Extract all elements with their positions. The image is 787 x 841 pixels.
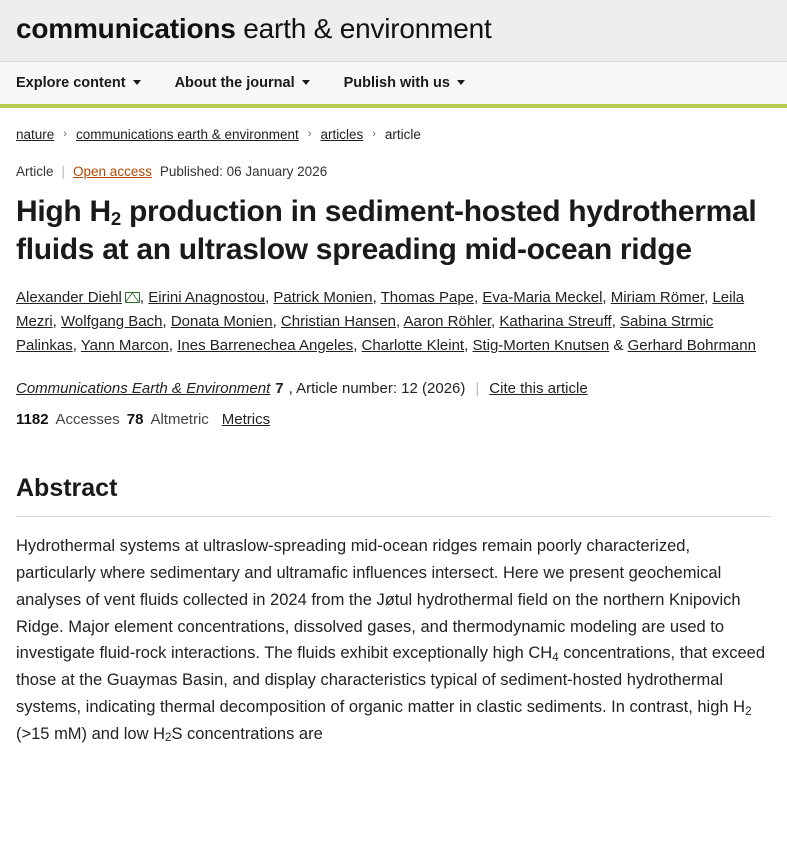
chevron-down-icon <box>457 80 465 85</box>
breadcrumb-separator-icon: › <box>372 128 376 141</box>
breadcrumb-separator-icon: › <box>63 128 67 141</box>
article-meta-line <box>16 164 771 179</box>
published-date: Published: 06 January 2026 <box>159 163 328 179</box>
abstract-subscript-2: 2 <box>745 705 752 718</box>
author-link[interactable]: Patrick Monien <box>273 288 373 306</box>
nav-item-about-the-journal[interactable] <box>175 75 310 91</box>
author-link[interactable]: Miriam Römer <box>610 288 705 306</box>
title-part-1: High H <box>16 194 111 228</box>
open-access-link[interactable]: Open access <box>73 163 152 179</box>
citation-line <box>16 380 771 397</box>
abstract-part-4: S concentrations are <box>171 724 323 743</box>
masthead <box>0 0 787 62</box>
breadcrumb-item-articles[interactable]: articles <box>320 126 364 142</box>
metrics-link[interactable]: Metrics <box>221 411 271 429</box>
abstract-divider <box>16 516 771 517</box>
article-type: Article <box>16 163 54 179</box>
page-title <box>16 193 771 270</box>
chevron-down-icon <box>302 80 310 85</box>
abstract-text <box>16 533 771 747</box>
author-link[interactable]: Katharina Streuff <box>499 312 612 330</box>
email-icon[interactable] <box>125 292 140 303</box>
journal-brand[interactable] <box>16 14 771 45</box>
journal-brand-bold: communications <box>16 13 236 44</box>
nav-item-publish-with-us[interactable] <box>344 75 465 91</box>
nav-item-explore-content[interactable] <box>16 75 141 91</box>
nav-item-label: Publish with us <box>343 74 450 91</box>
breadcrumb-item-journal[interactable]: communications earth & environment <box>75 126 299 142</box>
author-link[interactable]: Wolfgang Bach <box>61 312 163 330</box>
author-link[interactable]: Aaron Röhler <box>403 312 492 330</box>
main-navigation <box>0 62 787 108</box>
accesses-label: Accesses <box>55 411 120 429</box>
metrics-line <box>16 411 771 428</box>
breadcrumb-separator-icon: › <box>307 128 312 141</box>
author-link[interactable]: Alexander Diehl <box>16 288 122 306</box>
author-list: Alexander Diehl , Eirini Anagnostou, Patrick Monien, Thomas Pape, Eva-Maria Meckel, Miriam Römer, Leila Mezri, Wolfgang Bach, Donata Monien, Christian Hansen, Aaron Röhler, Katharina Streuff, Sabina Strmic Palinkas, Yann Marcon, Ines Barrenechea Angeles, Charlotte Kleint, Stig-Morten Knutsen & Gerhard Bohrmann <box>16 288 756 355</box>
abstract-subscript-1: 4 <box>552 652 559 665</box>
breadcrumb-item-nature[interactable]: nature <box>16 126 55 142</box>
nav-item-label: About the journal <box>174 74 295 91</box>
citation-divider: | <box>475 380 480 398</box>
author-link[interactable]: Donata Monien <box>170 312 273 330</box>
abstract-part-2: concentrations, that exceed those at the Guaymas Basin, and display characteristics typical of sediment-hosted hydrothermal systems, indicating thermal decomposition of organic matter in clastic sediments. In contrast, high H <box>16 644 766 716</box>
author-link[interactable]: Ines Barrenechea Angeles <box>177 337 354 355</box>
authors-ampersand: & <box>613 337 624 355</box>
chevron-down-icon <box>133 80 141 85</box>
abstract-heading: Abstract <box>16 474 118 503</box>
author-link[interactable]: Thomas Pape <box>380 288 475 306</box>
meta-divider: | <box>61 163 66 179</box>
abstract-subscript-3: 2 <box>165 732 172 745</box>
author-link[interactable]: Stig-Morten Knutsen <box>472 337 610 355</box>
altmetric-count: 78 <box>126 411 144 429</box>
author-link[interactable]: Yann Marcon <box>80 337 169 355</box>
accesses-count: 1182 <box>16 411 49 429</box>
breadcrumb-current: article <box>384 126 421 142</box>
breadcrumb <box>16 108 771 142</box>
journal-brand-rest: earth & environment <box>235 13 492 44</box>
citation-volume: 7 <box>275 380 284 398</box>
author-link[interactable]: Christian Hansen <box>280 312 396 330</box>
cite-this-article-link[interactable]: Cite this article <box>489 380 588 398</box>
abstract-part-1: Hydrothermal systems at ultraslow-spreading mid-ocean ridges remain poorly characterized, particularly where sedimentary and ultramafic influences intersect. Here we present geochemical analyses of vent fluids collected in 2024 from the Jøtul hydrothermal field on the northern Knipovich Ridge. Major element concentrations, dissolved gases, and thermodynamic modeling are used to investigate fluid-rock interactions. The fluids exhibit exceptionally high CH <box>16 537 741 663</box>
abstract-part-3: (>15 mM) and low H <box>16 724 166 743</box>
author-link[interactable]: Gerhard Bohrmann <box>627 337 756 355</box>
page-content <box>0 108 787 747</box>
title-subscript-1: 2 <box>110 207 121 229</box>
author-link[interactable]: Sabina Strmic Palinkas <box>16 312 714 355</box>
author-link[interactable]: Charlotte Kleint <box>361 337 465 355</box>
nav-item-label: Explore content <box>16 74 126 91</box>
citation-journal-name[interactable]: Communications Earth & Environment <box>16 380 271 398</box>
author-link[interactable]: Eva-Maria Meckel <box>482 288 603 306</box>
title-part-2: production in sediment-hosted hydrothermal fluids at an ultraslow spreading mid-ocean ridge <box>16 194 757 267</box>
author-link[interactable]: Leila Mezri <box>16 288 745 330</box>
citation-article-number: , Article number: 12 (2026) <box>288 380 466 398</box>
author-link[interactable]: Eirini Anagnostou <box>148 288 265 306</box>
altmetric-label: Altmetric <box>150 411 209 429</box>
